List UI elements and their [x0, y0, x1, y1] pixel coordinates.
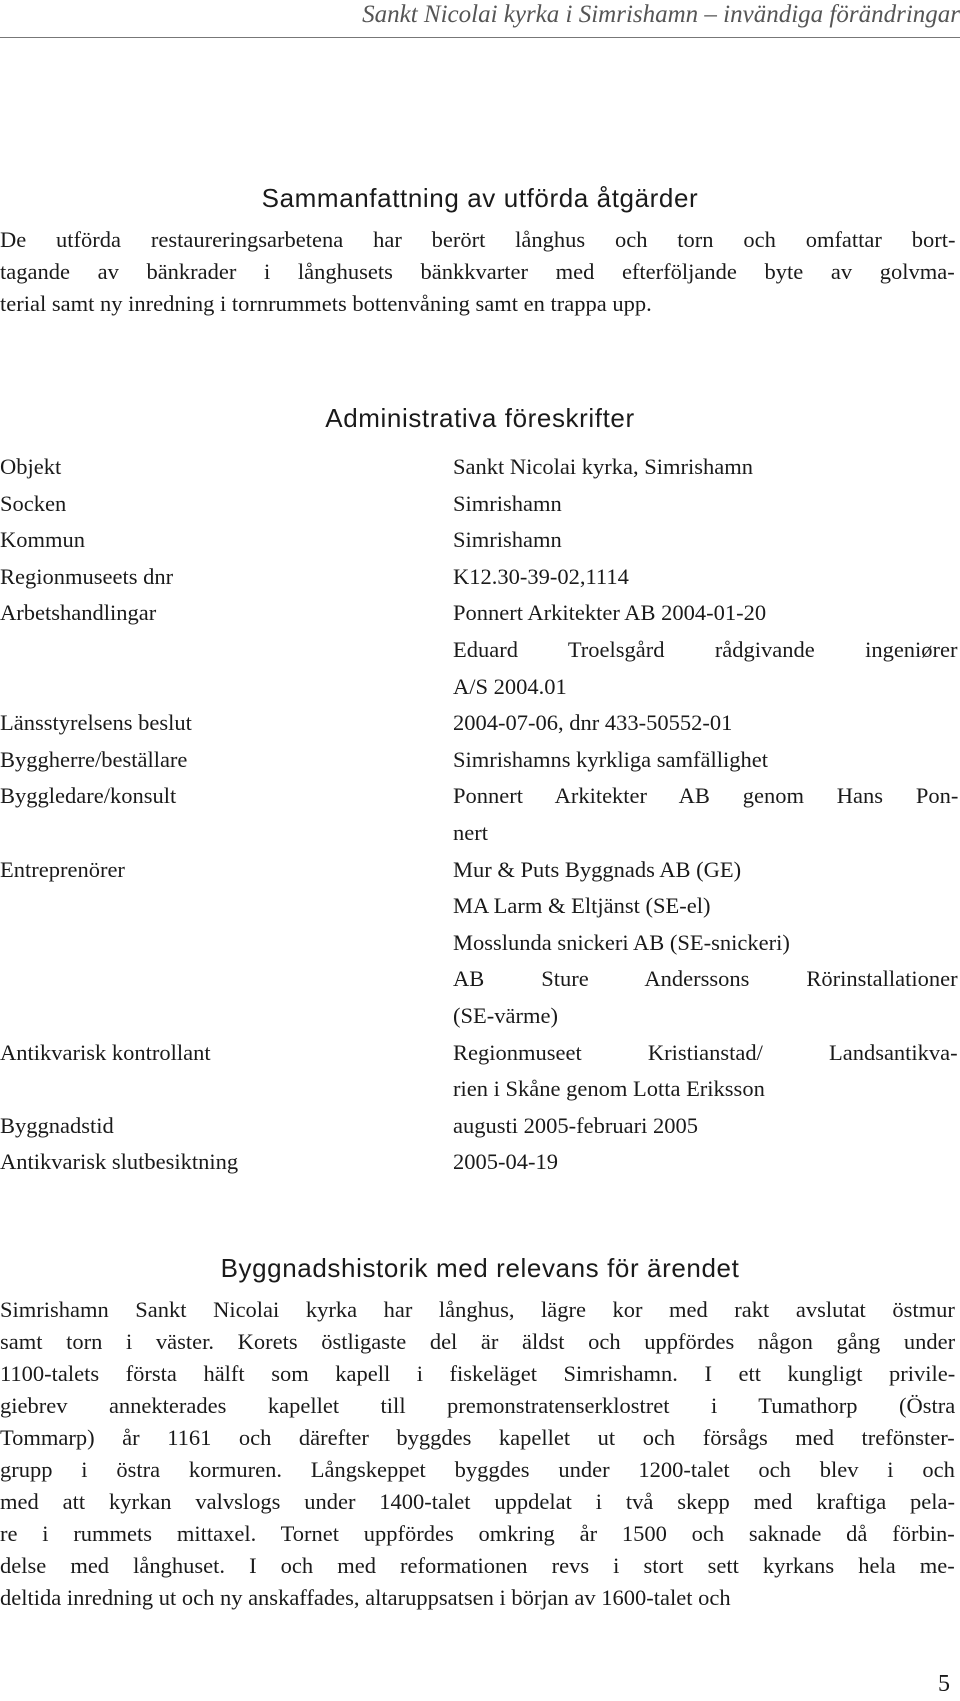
fact-value: Mosslunda snickeri AB (SE-snickeri)	[453, 929, 790, 955]
fact-values	[453, 559, 960, 596]
fact-values	[453, 595, 960, 705]
fact-row	[0, 705, 960, 742]
fact-value: A/S 2004.01	[453, 673, 567, 699]
fact-value: Simrishamn	[453, 527, 562, 553]
fact-value: K12.30-39-02,1114	[453, 563, 629, 589]
fact-value: rien i Skåne genom Lotta Eriksson	[453, 1076, 765, 1102]
fact-row	[0, 1035, 960, 1108]
history-line: samt torn i väster. Korets östligaste del är äldst och uppfördes någon gång under	[0, 1329, 956, 1354]
history-line: delse med långhuset. I och med reformationen revs i stort sett kyrkans hela me-	[0, 1553, 955, 1578]
fact-label: Byggherre/beställare	[0, 746, 188, 772]
running-header: Sankt Nicolai kyrka i Simrishamn – invändiga förändringar	[362, 1, 960, 28]
fact-value: Regionmuseet Kristianstad/ Landsantikva-	[453, 1039, 958, 1065]
fact-row	[0, 522, 960, 559]
fact-values	[453, 486, 960, 523]
summary-paragraph	[0, 224, 960, 320]
history-paragraph	[0, 1294, 960, 1614]
fact-value: augusti 2005-februari 2005	[453, 1112, 698, 1138]
fact-label: Arbetshandlingar	[0, 600, 157, 626]
fact-row	[0, 449, 960, 486]
fact-values	[453, 705, 960, 742]
history-line: re i rummets mittaxel. Tornet uppfördes omkring år 1500 och saknade då förbin-	[0, 1521, 955, 1546]
fact-value: Simrishamn	[453, 490, 562, 516]
fact-label: Entreprenörer	[0, 856, 125, 882]
summary-line: De utförda restaureringsarbetena har berört långhus och torn och omfattar bort-	[0, 227, 956, 252]
history-line: deltida inredning ut och ny anskaffades, altaruppsatsen i början av 1600-talet och	[0, 1585, 731, 1610]
fact-label: Objekt	[0, 454, 62, 479]
summary-heading: Sammanfattning av utförda åtgärder	[261, 183, 699, 213]
fact-value: (SE-värme)	[453, 1002, 558, 1028]
fact-value: Sankt Nicolai kyrka, Simrishamn	[453, 454, 753, 479]
fact-row	[0, 486, 960, 523]
admin-facts-table	[0, 449, 960, 1181]
history-line: med att kyrkan valvslogs under 1400-talet uppdelat i två skepp med kraftiga pela-	[0, 1489, 956, 1514]
fact-row	[0, 1144, 960, 1181]
fact-row	[0, 742, 960, 779]
history-line: Tommarp) år 1161 och därefter byggdes kapellet ut och försågs med trefönster-	[0, 1425, 955, 1450]
fact-value: Ponnert Arkitekter AB 2004-01-20	[453, 600, 767, 626]
summary-line: terial samt ny inredning i tornrummets bottenvåning samt en trappa upp.	[0, 291, 652, 316]
admin-heading: Administrativa föreskrifter	[325, 403, 635, 433]
fact-label: Antikvarisk slutbesiktning	[0, 1149, 239, 1175]
history-line: 1100-talets första hälft som kapell i fiskeläget Simrishamn. I ett kungligt privile-	[0, 1361, 956, 1386]
fact-values	[453, 852, 960, 1035]
summary-line: tagande av bänkrader i långhusets bänkkvarter med efterföljande byte av golvma-	[0, 259, 955, 284]
fact-row	[0, 852, 960, 1035]
fact-values	[453, 522, 960, 559]
fact-value: 2005-04-19	[453, 1149, 558, 1175]
fact-row	[0, 595, 960, 705]
fact-value: AB Sture Anderssons Rörinstallationer	[453, 966, 958, 992]
fact-value: Ponnert Arkitekter AB genom Hans Pon-	[453, 783, 959, 809]
fact-label: Byggnadstid	[0, 1112, 114, 1138]
fact-row	[0, 559, 960, 596]
fact-value: Simrishamns kyrkliga samfällighet	[453, 746, 768, 772]
fact-row	[0, 778, 960, 851]
fact-label: Byggledare/konsult	[0, 783, 177, 809]
header-rule	[0, 37, 960, 38]
fact-value: Eduard Troelsgård rådgivande ingeniører	[453, 636, 958, 662]
history-line: grupp i östra kormuren. Långskeppet byggdes under 1200-talet och blev i och	[0, 1457, 955, 1482]
fact-values	[453, 742, 960, 779]
history-line: giebrev annekterades kapellet till premonstratenserklostret i Tumathorp (Östra	[0, 1393, 956, 1418]
fact-values	[453, 1035, 960, 1108]
fact-value: MA Larm & Eltjänst (SE-el)	[453, 893, 711, 919]
history-line: Simrishamn Sankt Nicolai kyrka har långhus, lägre kor med rakt avslutat östmur	[0, 1297, 955, 1322]
fact-label: Regionmuseets dnr	[0, 563, 174, 589]
fact-value: nert	[453, 819, 488, 845]
fact-label: Socken	[0, 490, 67, 516]
fact-value: 2004-07-06, dnr 433-50552-01	[453, 710, 733, 736]
fact-values	[453, 1144, 960, 1181]
fact-label: Länsstyrelsens beslut	[0, 710, 192, 736]
page-number: 5	[938, 1671, 950, 1697]
fact-label: Antikvarisk kontrollant	[0, 1039, 211, 1065]
fact-values	[453, 1108, 960, 1145]
fact-values	[453, 778, 960, 851]
fact-row	[0, 1108, 960, 1145]
fact-value: Mur & Puts Byggnads AB (GE)	[453, 856, 742, 882]
history-heading: Byggnadshistorik med relevans för ärendet	[220, 1253, 740, 1283]
fact-values	[453, 449, 960, 486]
fact-label: Kommun	[0, 527, 86, 553]
